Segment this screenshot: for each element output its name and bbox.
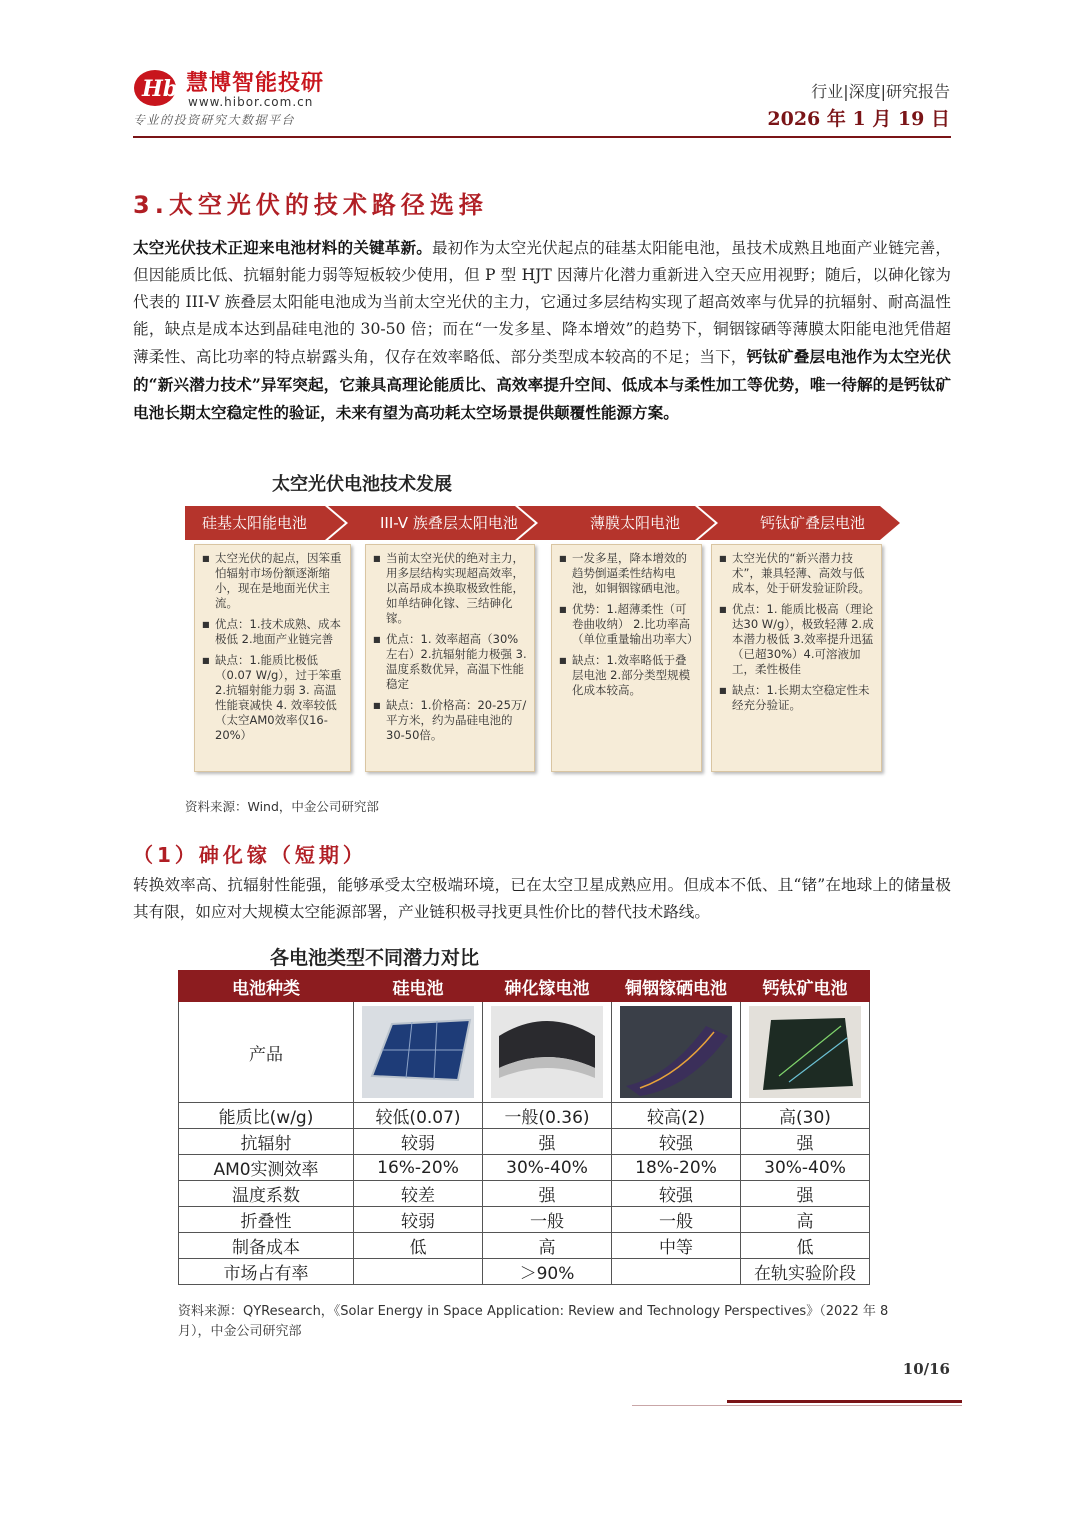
stage-label-silicon: 硅基太阳能电池	[202, 514, 308, 532]
table-row	[179, 1259, 870, 1285]
figure1-title: 太空光伏电池技术发展	[272, 474, 452, 495]
table-row-product	[179, 1002, 870, 1103]
table-cell: 强	[741, 1181, 870, 1207]
table-cell: 强	[483, 1181, 612, 1207]
table-header-row	[179, 971, 870, 1002]
table-cell: 较强	[612, 1181, 741, 1207]
table-cell: 强	[741, 1129, 870, 1155]
table-cell	[612, 1259, 741, 1285]
table-cell: ＞90%	[483, 1259, 612, 1285]
table-cell: 高	[483, 1233, 612, 1259]
para1-bold-lead: 太空光伏技术正迎来电池材料的关键革新。	[133, 238, 432, 257]
table-cell: 高(30)	[741, 1103, 870, 1129]
table-row	[179, 1155, 870, 1181]
table-row	[179, 1181, 870, 1207]
stage-label-perovskite: 钙钛矿叠层电池	[760, 514, 866, 532]
stage-bullet: ■ 当前太空光伏的绝对主力，用多层结构实现超高效率，以高昂成本换取极致性能，如单结砷化镓、三结砷化镓。	[386, 551, 528, 626]
table-cell: 较高(2)	[612, 1103, 741, 1129]
cigs-film-image	[620, 1006, 732, 1098]
brand-url[interactable]: www.hibor.com.cn	[188, 95, 314, 109]
battery-comparison-table	[178, 970, 870, 1285]
stage-bullet: ■ 优势：1.超薄柔性（可卷曲收纳） 2.比功率高（单位重量输出功率大）	[572, 602, 695, 647]
table-cell: 低	[741, 1233, 870, 1259]
page-number: 10/16	[902, 1360, 950, 1378]
stage-bullet: ■ 一发多星，降本增效的趋势倒逼柔性结构电池，如铜铟镓硒电池。	[572, 551, 695, 596]
table-row-label: 温度系数	[179, 1181, 354, 1207]
report-date: 2026 年 1 月 19 日	[767, 108, 950, 130]
table-cell: 高	[741, 1207, 870, 1233]
brand-logo-icon	[133, 68, 183, 108]
table-row	[179, 1103, 870, 1129]
footer-divider-light	[632, 1405, 962, 1406]
table-cell: 30%-40%	[741, 1155, 870, 1181]
stage-bullet: ■ 缺点：1.能质比极低（0.07 W/g），过于笨重 2.抗辐射能力弱 3. 高温性能衰减快 4. 效率较低（太空AM0效率仅16-20%）	[215, 653, 344, 743]
table-cell: 较弱	[354, 1129, 483, 1155]
table-row	[179, 1129, 870, 1155]
figure2-source: 资料来源：QYResearch，《Solar Energy in Space Application: Review and Technology Perspectives》（2022 年 8 月），中金公司研究部	[178, 1304, 889, 1339]
stage-box-thin-film	[551, 544, 702, 772]
stage-bullet: ■ 优点：1.技术成熟、成本极低 2.地面产业链完善	[215, 617, 344, 647]
stage-box-silicon	[194, 544, 351, 772]
table-cell: 较低(0.07)	[354, 1103, 483, 1129]
table-cell: 一般	[612, 1207, 741, 1233]
para1-text: 最初作为太空光伏起点的硅基太阳能电池，虽技术成熟且地面产业链完善，但因能质比低、抗辐射能力弱等短板较少使用，但 P 型 HJT 因薄片化潜力重新进入空天应用视野；随后，以砷化镓为代表的 III-V 族叠层太阳能电池成为当前太空光伏的主力，它通过多层结构实现了超高效率与优异的抗辐射、耐高温性能，缺点是成本达到晶硅电池的 30-50 倍；而在“一发多星、降本增效”的趋势下，铜铟镓硒等薄膜太阳能电池凭借超薄柔性、高比功率的特点崭露头角，仅存在效率略低、部分类型成本较高的不足；当下，	[133, 239, 951, 366]
stage-box-iii-v	[365, 544, 535, 772]
table-cell	[354, 1259, 483, 1285]
stage-bullet: ■ 太空光伏的“新兴潜力技术”，兼具轻薄、高效与低成本，处于研发验证阶段。	[732, 551, 875, 596]
table-cell: 16%-20%	[354, 1155, 483, 1181]
table-cell: 低	[354, 1233, 483, 1259]
product-cell	[612, 1002, 741, 1103]
table-row-label: 能质比(w/g)	[179, 1103, 354, 1129]
subsection-title: （1）砷化镓（短期）	[133, 843, 367, 867]
svg-text:Hb: Hb	[142, 76, 179, 102]
table-cell: 较弱	[354, 1207, 483, 1233]
table-cell: 中等	[612, 1233, 741, 1259]
product-cell	[354, 1002, 483, 1103]
stage-box-perovskite	[711, 544, 882, 772]
table-row-label: AM0实测效率	[179, 1155, 354, 1181]
table-cell: 强	[483, 1129, 612, 1155]
table-cell: 较强	[612, 1129, 741, 1155]
table-cell: 一般(0.36)	[483, 1103, 612, 1129]
stage-label-iii-v: III-V 族叠层太阳电池	[380, 514, 518, 532]
product-cell	[741, 1002, 870, 1103]
body-paragraph-2: 转换效率高、抗辐射性能强，能够承受太空极端环境，已在太空卫星成熟应用。但成本不低、且“锗”在地球上的储量极其有限，如应对大规模太空能源部署，产业链积极寻找更具性价比的替代技术路线。	[133, 876, 951, 921]
stage-bullet: ■ 太空光伏的起点，因笨重怕辐射市场份额逐渐缩小，现在是地面光伏主流。	[215, 551, 344, 611]
brand-name: 慧博智能投研	[186, 71, 325, 96]
table-header-cell: 钙钛矿电池	[741, 971, 870, 1002]
figure2-title: 各电池类型不同潜力对比	[270, 947, 480, 969]
perovskite-cell-image	[749, 1006, 861, 1098]
table-cell: 30%-40%	[483, 1155, 612, 1181]
brand-slogan: 专业的投资研究大数据平台	[133, 113, 296, 127]
stage-bullet: ■ 缺点：1.价格高：20-25万/平方米，约为晶硅电池的30-50倍。	[386, 698, 528, 743]
table-row-label: 市场占有率	[179, 1259, 354, 1285]
table-header-cell: 硅电池	[354, 971, 483, 1002]
gaas-cell-image	[491, 1006, 603, 1098]
table-row	[179, 1207, 870, 1233]
table-row-label: 抗辐射	[179, 1129, 354, 1155]
silicon-panel-image	[362, 1006, 474, 1098]
footer-divider	[727, 1400, 962, 1403]
stage-bullet: ■ 优点：1. 效率超高（30%左右）2.抗辐射能力极强 3.温度系数优异，高温下性能稳定	[386, 632, 528, 692]
report-type: 行业|深度|研究报告	[811, 82, 950, 101]
table-cell: 18%-20%	[612, 1155, 741, 1181]
table-cell: 一般	[483, 1207, 612, 1233]
product-cell	[483, 1002, 612, 1103]
stage-bullet: ■ 缺点：1.效率略低于叠层电池 2.部分类型规模化成本较高。	[572, 653, 695, 698]
table-header-cell: 电池种类	[179, 971, 354, 1002]
section-title: 3.太空光伏的技术路径选择	[133, 191, 488, 219]
table-cell: 较差	[354, 1181, 483, 1207]
table-row-label: 折叠性	[179, 1207, 354, 1233]
table-row-label: 产品	[179, 1002, 354, 1103]
table-header-cell: 铜铟镓硒电池	[612, 971, 741, 1002]
stage-bullet: ■ 缺点：1.长期太空稳定性未经充分验证。	[732, 683, 875, 713]
figure1-source: 资料来源：Wind，中金公司研究部	[185, 799, 379, 814]
stage-bullet: ■ 优点：1. 能质比极高（理论达30 W/g），极致轻薄 2.成本潜力极低 3.效率提升迅猛（已超30%）4.可溶液加工，柔性极佳	[732, 602, 875, 677]
body-paragraph-1	[133, 234, 951, 427]
header-divider	[133, 136, 951, 138]
table-header-cell: 砷化镓电池	[483, 971, 612, 1002]
table-row-label: 制备成本	[179, 1233, 354, 1259]
table-row	[179, 1233, 870, 1259]
table-cell: 在轨实验阶段	[741, 1259, 870, 1285]
para1-bold-tail: 钙钛矿叠层电池作为太空光伏的“新兴潜力技术”异军突起，它兼具高理论能质比、高效率提升空间、低成本与柔性加工等优势，唯一待解的是钙钛矿电池长期太空稳定性的验证，未来有望为高功耗太空场景提供颠覆性能源方案。	[133, 347, 951, 422]
stage-label-thin-film: 薄膜太阳电池	[590, 514, 681, 532]
